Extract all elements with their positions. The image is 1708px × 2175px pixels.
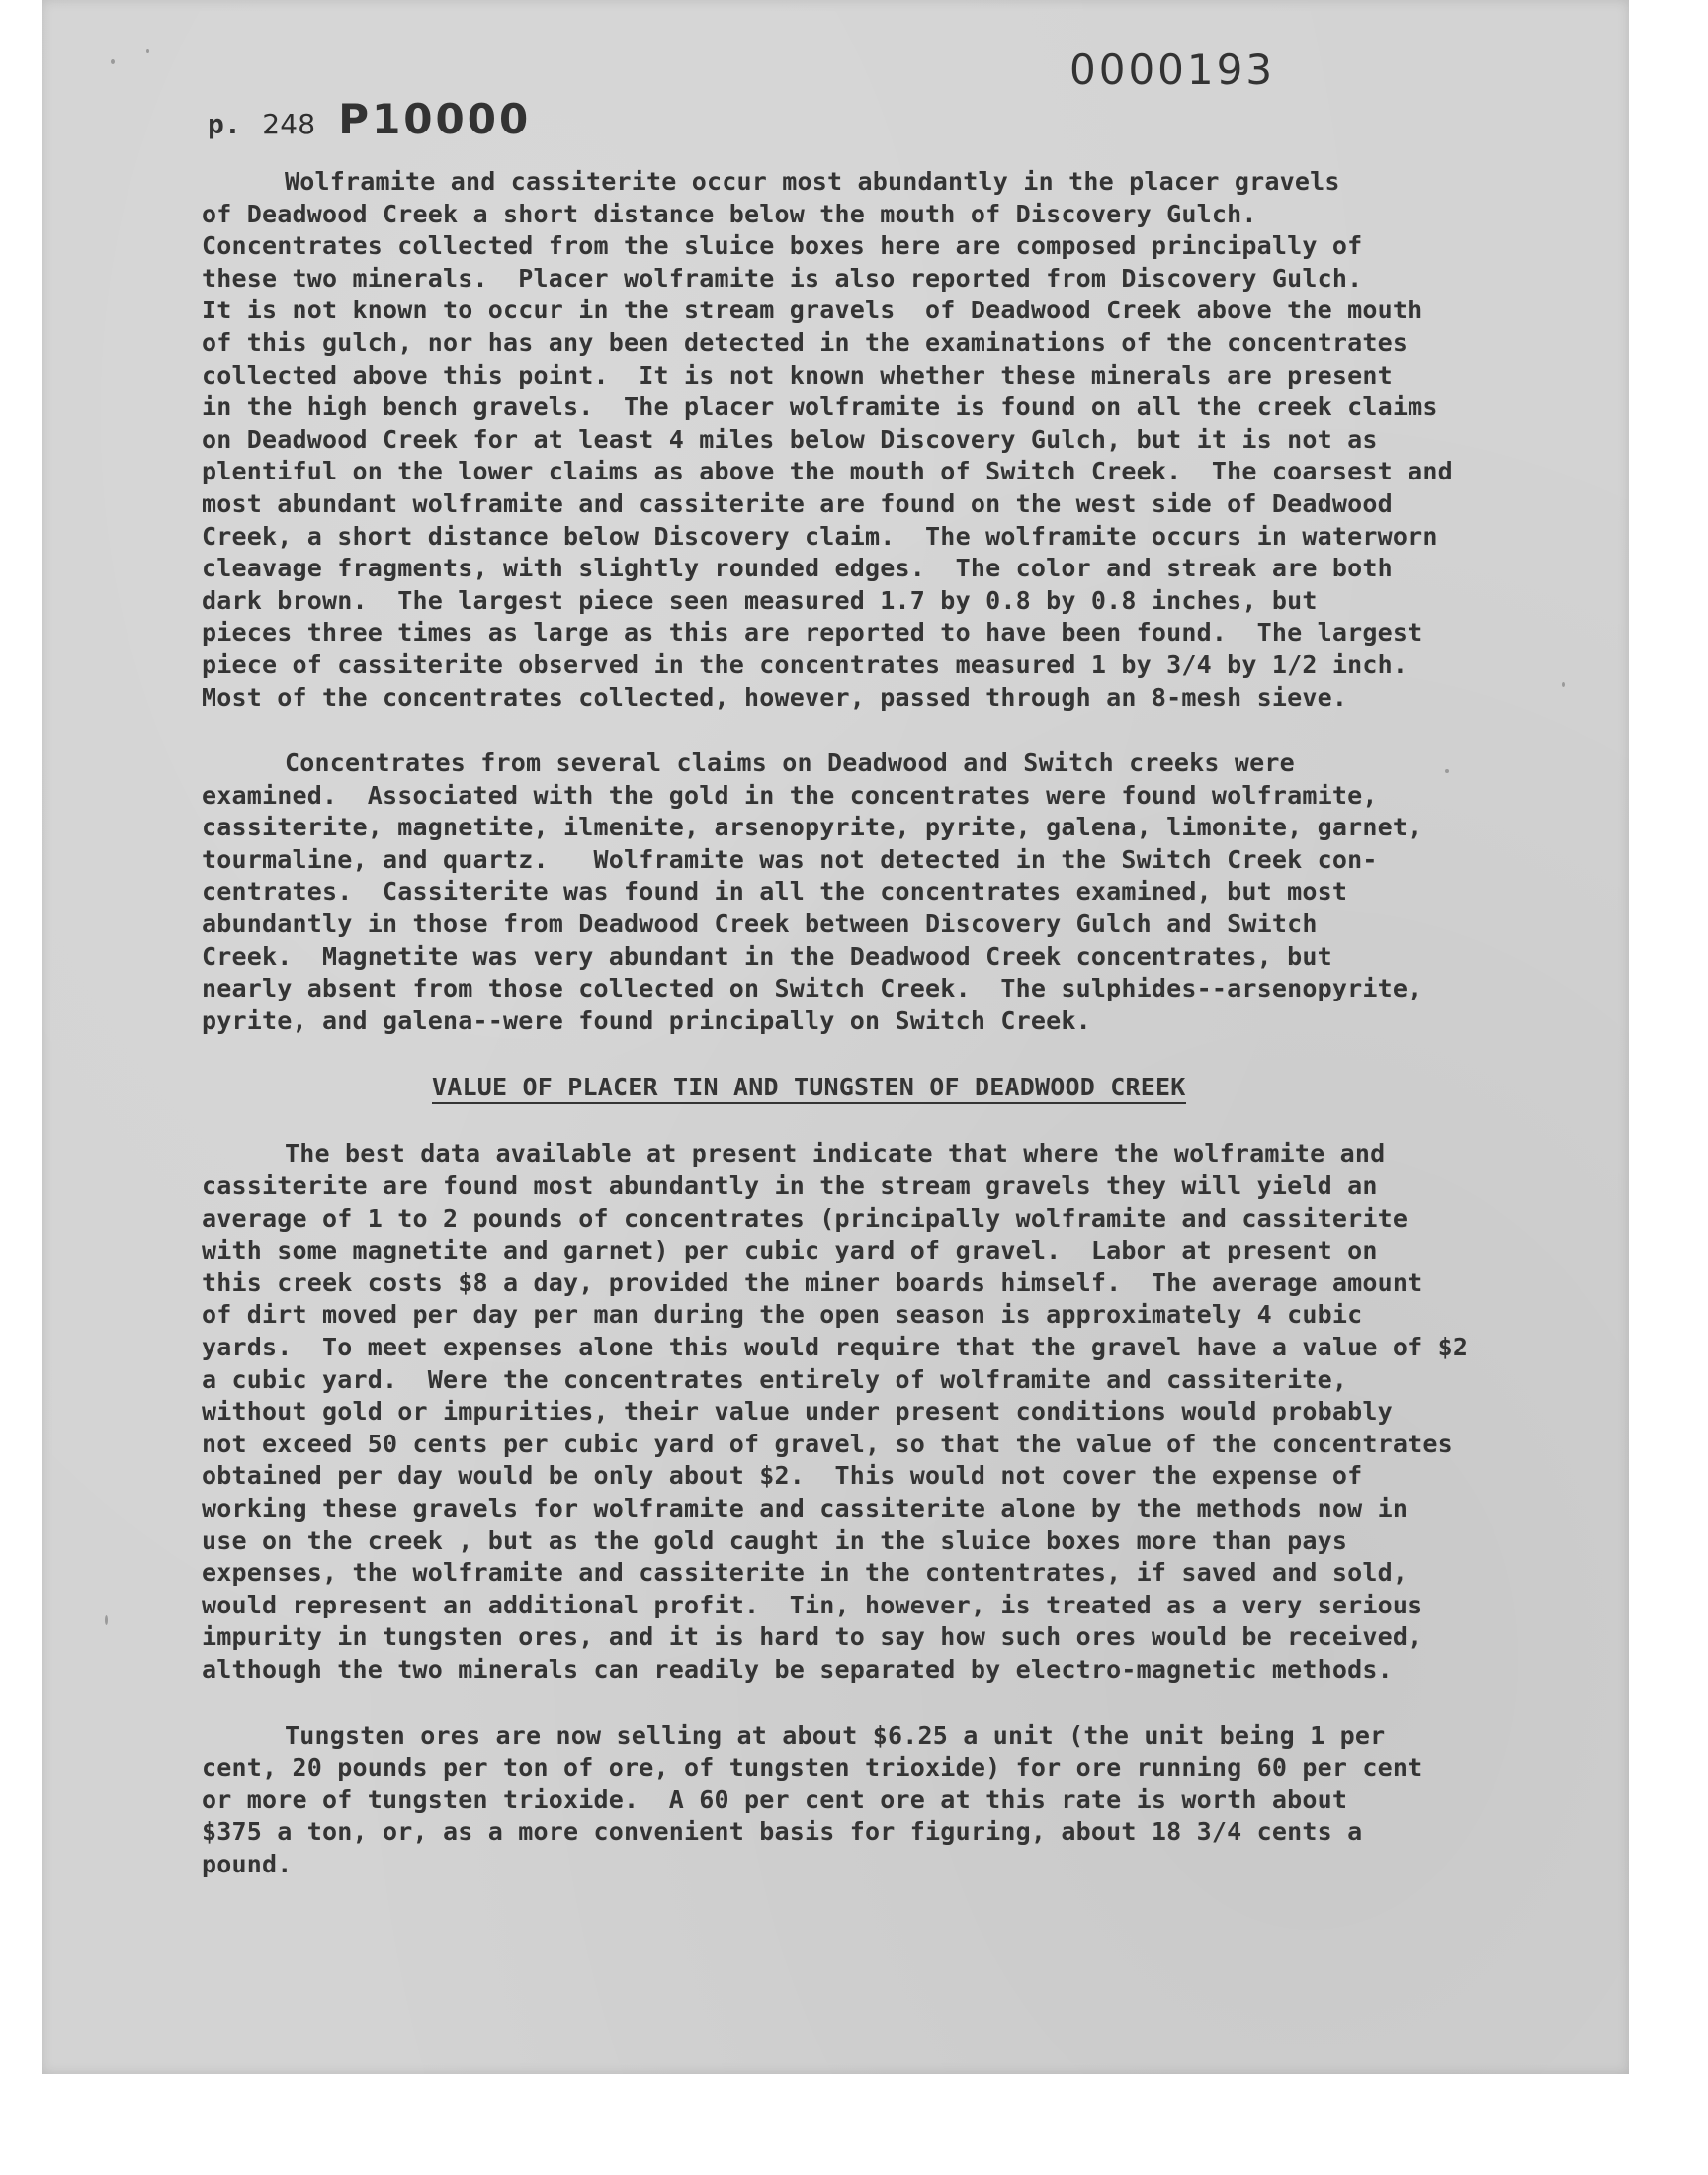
text-line: or more of tungsten trioxide. A 60 per cent ore at this rate is worth about bbox=[202, 1784, 1348, 1814]
text-line: Concentrates from several claims on Deadwood and Switch creeks were bbox=[285, 748, 1295, 778]
text-line: Tungsten ores are now selling at about $6.25 a unit (the unit being 1 per bbox=[285, 1720, 1386, 1750]
stamp-code: P10000 bbox=[338, 95, 532, 143]
text-line: It is not known to occur in the stream gravels of Deadwood Creek above the mouth bbox=[202, 296, 1423, 325]
text-line: pieces three times as large as this are reported to have been found. The largest bbox=[202, 618, 1423, 648]
page-number-handwritten: 248 bbox=[262, 108, 316, 140]
text-line: tourmaline, and quartz. Wolframite was not detected in the Switch Creek con- bbox=[202, 844, 1378, 874]
scan-speck bbox=[105, 1615, 108, 1625]
text-line: cleavage fragments, with slightly rounded edges. The color and streak are both bbox=[202, 554, 1393, 583]
text-line: Creek, a short distance below Discovery claim. The wolframite occurs in waterworn bbox=[202, 521, 1438, 551]
text-line: working these gravels for wolframite and cassiterite alone by the methods now in bbox=[202, 1493, 1409, 1522]
text-line: Wolframite and cassiterite occur most abundantly in the placer gravels bbox=[285, 167, 1340, 196]
page-reference bbox=[208, 95, 531, 143]
text-line: abundantly in those from Deadwood Creek between Discovery Gulch and Switch bbox=[202, 910, 1318, 939]
text-line: Creek. Magnetite was very abundant in the Deadwood Creek concentrates, but bbox=[202, 941, 1332, 971]
text-line: dark brown. The largest piece seen measured 1.7 by 0.8 by 0.8 inches, but bbox=[202, 585, 1318, 615]
text-line: centrates. Cassiterite was found in all the concentrates examined, but most bbox=[202, 877, 1348, 907]
text-line: impurity in tungsten ores, and it is hard to say how such ores would be received, bbox=[202, 1622, 1423, 1652]
scan-speck bbox=[146, 49, 149, 53]
text-line: Most of the concentrates collected, however, passed through an 8-mesh sieve. bbox=[202, 682, 1348, 712]
text-line: use on the creek , but as the gold caught in the sluice boxes more than pays bbox=[202, 1525, 1348, 1555]
text-line: of dirt moved per day per man during the open season is approximately 4 cubic bbox=[202, 1300, 1363, 1330]
text-line: average of 1 to 2 pounds of concentrates (principally wolframite and cassiterite bbox=[202, 1203, 1409, 1233]
paragraph bbox=[202, 1138, 1585, 1686]
text-line: these two minerals. Placer wolframite is also reported from Discovery Gulch. bbox=[202, 263, 1363, 293]
text-line: examined. Associated with the gold in the concentrates were found wolframite, bbox=[202, 780, 1378, 810]
paragraph bbox=[202, 1720, 1585, 1881]
text-line: this creek costs $8 a day, provided the miner boards himself. The average amount bbox=[202, 1267, 1423, 1297]
text-line: of this gulch, nor has any been detected in the examinations of the concentrates bbox=[202, 327, 1409, 357]
text-line: The best data available at present indicate that where the wolframite and bbox=[285, 1139, 1386, 1169]
text-line: pyrite, and galena--were found principally on Switch Creek. bbox=[202, 1005, 1091, 1035]
paragraph bbox=[202, 166, 1585, 714]
text-line: would represent an additional profit. Tin, however, is treated as a very serious bbox=[202, 1590, 1423, 1619]
text-line: $375 a ton, or, as a more convenient basis for figuring, about 18 3/4 cents a bbox=[202, 1817, 1363, 1847]
text-line: Concentrates collected from the sluice boxes here are composed principally of bbox=[202, 231, 1363, 261]
section-heading bbox=[202, 1071, 1585, 1104]
text-line: piece of cassiterite observed in the concentrates measured 1 by 3/4 by 1/2 inch. bbox=[202, 650, 1409, 679]
text-line: on Deadwood Creek for at least 4 miles below Discovery Gulch, but it is not as bbox=[202, 424, 1378, 454]
text-line: plentiful on the lower claims as above the mouth of Switch Creek. The coarsest and bbox=[202, 457, 1453, 486]
text-line: not exceed 50 cents per cubic yard of gravel, so that the value of the concentrates bbox=[202, 1429, 1453, 1458]
paragraph bbox=[202, 747, 1585, 1037]
stamp-number: 0000193 bbox=[1069, 45, 1276, 94]
page-label: p. bbox=[208, 108, 242, 140]
text-line: nearly absent from those collected on Switch Creek. The sulphides--arsenopyrite, bbox=[202, 974, 1423, 1003]
text-line: yards. To meet expenses alone this would require that the gravel have a value of $2 bbox=[202, 1333, 1469, 1361]
text-line: with some magnetite and garnet) per cubic yard of gravel. Labor at present on bbox=[202, 1236, 1378, 1265]
scan-speck bbox=[111, 59, 115, 64]
text-line: cassiterite, magnetite, ilmenite, arsenopyrite, pyrite, galena, limonite, garnet, bbox=[202, 813, 1423, 842]
text-line: without gold or impurities, their value under present conditions would probably bbox=[202, 1397, 1393, 1427]
text-line: collected above this point. It is not known whether these minerals are present bbox=[202, 360, 1393, 390]
text-line: pound. bbox=[202, 1849, 293, 1878]
text-line: most abundant wolframite and cassiterite are found on the west side of Deadwood bbox=[202, 488, 1393, 518]
text-line: cent, 20 pounds per ton of ore, of tungsten trioxide) for ore running 60 per cent bbox=[202, 1753, 1423, 1783]
text-line: in the high bench gravels. The placer wolframite is found on all the creek claims bbox=[202, 392, 1438, 422]
text-line: a cubic yard. Were the concentrates entirely of wolframite and cassiterite, bbox=[202, 1364, 1348, 1394]
text-line: obtained per day would be only about $2. This would not cover the expense of bbox=[202, 1461, 1363, 1491]
document-body bbox=[202, 166, 1585, 1915]
text-line: although the two minerals can readily be separated by electro-magnetic methods. bbox=[202, 1654, 1393, 1684]
text-line: expenses, the wolframite and cassiterite in the contentrates, if saved and sold, bbox=[202, 1558, 1409, 1588]
text-line: cassiterite are found most abundantly in the stream gravels they will yield an bbox=[202, 1172, 1378, 1201]
text-line: of Deadwood Creek a short distance below the mouth of Discovery Gulch. bbox=[202, 199, 1257, 228]
section-heading-text: VALUE OF PLACER TIN AND TUNGSTEN OF DEADWOOD CREEK bbox=[432, 1073, 1186, 1104]
